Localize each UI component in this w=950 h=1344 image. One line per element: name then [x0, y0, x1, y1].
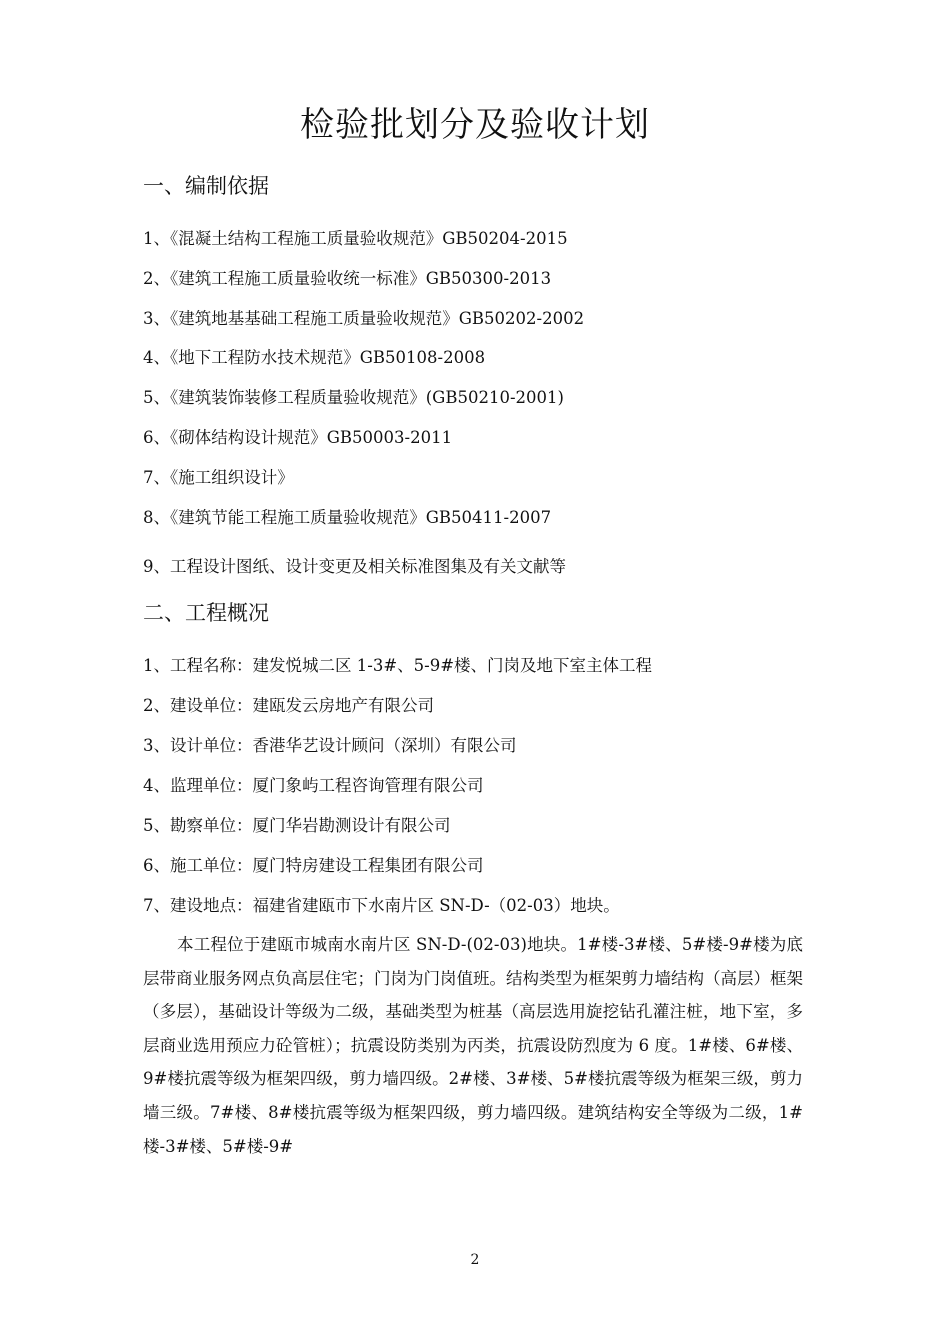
section-heading-basis: 一、编制依据 [143, 174, 269, 198]
list-item: 6、《砌体结构设计规范》GB50003-2011 [143, 428, 453, 447]
list-item: 7、《施工组织设计》 [143, 468, 294, 487]
list-item: 2、《建筑工程施工质量验收统一标准》GB50300-2013 [143, 269, 552, 288]
list-item: 5、《建筑装饰装修工程质量验收规范》(GB50210-2001) [143, 388, 564, 407]
list-item: 4、《地下工程防水技术规范》GB50108-2008 [143, 348, 486, 367]
page-title: 检验批划分及验收计划 [300, 105, 650, 145]
list-item: 5、勘察单位：厦门华岩勘测设计有限公司 [143, 816, 451, 835]
page-number: 2 [470, 1252, 480, 1268]
list-item: 7、建设地点：福建省建瓯市下水南片区 SN-D-（02-03）地块。 [143, 896, 620, 915]
list-item: 9、工程设计图纸、设计变更及相关标准图集及有关文献等 [143, 557, 566, 576]
list-item: 3、《建筑地基基础工程施工质量验收规范》GB50202-2002 [143, 309, 585, 328]
section-heading-overview: 二、工程概况 [143, 601, 269, 625]
list-item: 3、设计单位：香港华艺设计顾问（深圳）有限公司 [143, 736, 517, 755]
list-item: 4、监理单位：厦门象屿工程咨询管理有限公司 [143, 776, 484, 795]
list-item: 8、《建筑节能工程施工质量验收规范》GB50411-2007 [143, 508, 552, 527]
list-item: 1、《混凝土结构工程施工质量验收规范》GB50204-2015 [143, 229, 568, 248]
list-item: 6、施工单位：厦门特房建设工程集团有限公司 [143, 856, 484, 875]
list-item: 1、工程名称：建发悦城二区 1-3#、5-9#楼、门岗及地下室主体工程 [143, 656, 653, 675]
project-description-paragraph: 本工程位于建瓯市城南水南片区 SN-D-(02-03)地块。1#楼-3#楼、5#楼-9#楼为底层带商业服务网点负高层住宅；门岗为门岗值班。结构类型为框架剪力墙结构（高层）框架（多层），基础设计等级为二级，基础类型为桩基（高层选用旋挖钻孔灌注桩，地下室，多层商业选用预应力砼管桩）；抗震设防类别为丙类，抗震设防烈度为 6 度。1#楼、6#楼、9#楼抗震等级为框架四级，剪力墙四级。2#楼、3#楼、5#楼抗震等级为框架三级，剪力墙三级。7#楼、8#楼抗震等级为框架四级，剪力墙四级。建筑结构安全等级为二级，1#楼-3#楼、5#楼-9# [143, 935, 803, 1156]
list-item: 2、建设单位：建瓯发云房地产有限公司 [143, 696, 434, 715]
